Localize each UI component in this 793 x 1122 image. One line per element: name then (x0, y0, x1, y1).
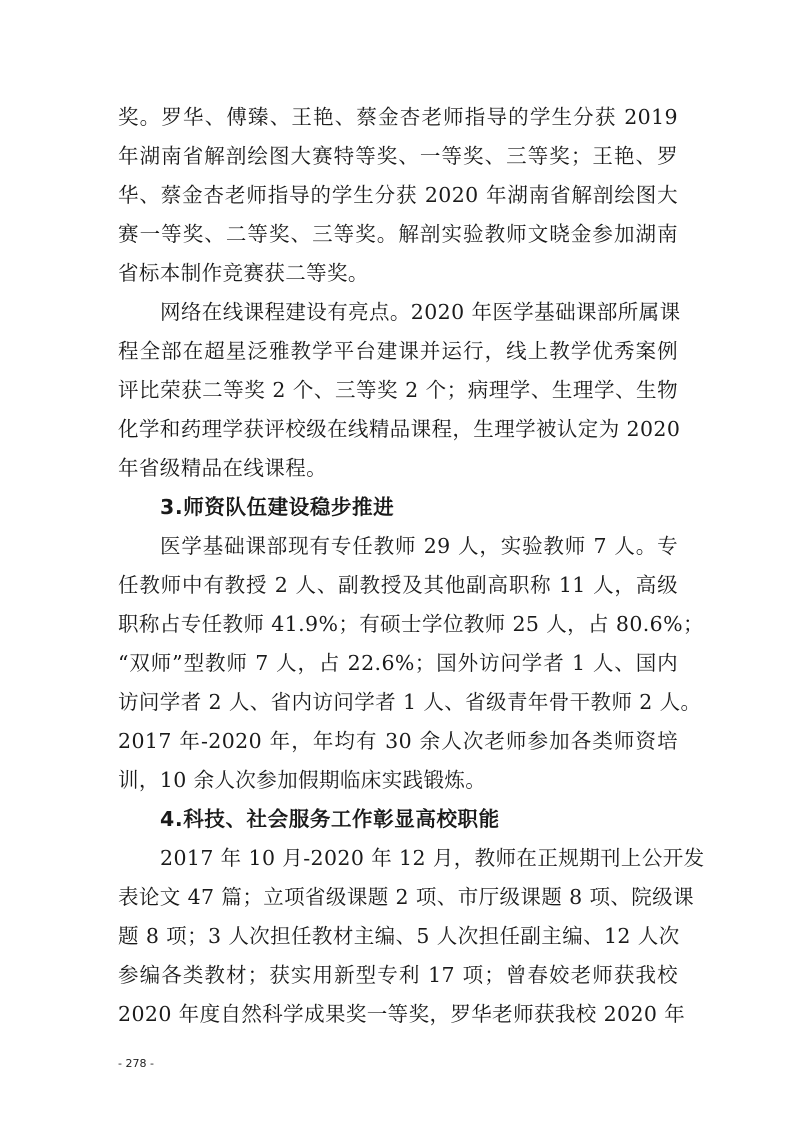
paragraph-faculty (118, 527, 704, 800)
text-line: 年湖南省解剖绘图大赛特等奖、一等奖、三等奖；王艳、罗 (118, 144, 678, 168)
text-line: 网络在线课程建设有亮点。2020 年医学基础课部所属课 (160, 300, 681, 324)
text-line: 2017 年 10 月-2020 年 12 月，教师在正规期刊上公开发 (160, 846, 705, 870)
text-line: 访问学者 2 人、省内访问学者 1 人、省级青年骨干教师 2 人。 (118, 690, 702, 714)
section-heading-research: 4.科技、社会服务工作彰显高校职能 (160, 807, 500, 831)
paragraph-research (118, 839, 705, 1034)
paragraph-awards-continuation (118, 98, 678, 293)
text-line: 职称占专任教师 41.9%；有硕士学位教师 25 人，占 80.6%； (118, 612, 704, 636)
text-line: 年省级精品在线课程。 (118, 456, 327, 480)
text-line: 2017 年-2020 年，年均有 30 余人次老师参加各类师资培 (118, 729, 678, 753)
text-line: 任教师中有教授 2 人、副教授及其他副高职称 11 人，高级 (118, 573, 678, 597)
text-line: 省标本制作竞赛获二等奖。 (118, 261, 369, 285)
section-heading-faculty: 3.师资队伍建设稳步推进 (160, 495, 395, 519)
text-line: 评比荣获二等奖 2 个、三等奖 2 个；病理学、生理学、生物 (118, 378, 678, 402)
text-line: 题 8 项；3 人次担任教材主编、5 人次担任副主编、12 人次 (118, 924, 680, 948)
text-line: 医学基础课部现有专任教师 29 人，实验教师 7 人。专 (160, 534, 678, 558)
document-body (118, 98, 705, 1034)
text-line: “双师”型教师 7 人，占 22.6%；国外访问学者 1 人、国内 (118, 651, 678, 675)
text-line: 表论文 47 篇；立项省级课题 2 项、市厅级课题 8 项、院级课 (118, 885, 694, 909)
text-line: 训，10 余人次参加假期临床实践锻炼。 (118, 768, 487, 792)
text-line: 2020 年度自然科学成果奖一等奖，罗华老师获我校 2020 年 (118, 1002, 686, 1026)
text-line: 赛一等奖、二等奖、三等奖。解剖实验教师文晓金参加湖南 (118, 222, 678, 246)
page-number: - 278 - (118, 1057, 154, 1070)
text-line: 华、蔡金杏老师指导的学生分获 2020 年湖南省解剖绘图大 (118, 183, 678, 207)
text-line: 程全部在超星泛雅教学平台建课并运行，线上教学优秀案例 (118, 339, 678, 363)
paragraph-online-courses (118, 293, 681, 488)
text-line: 化学和药理学获评校级在线精品课程，生理学被认定为 2020 (118, 417, 681, 441)
text-line: 奖。罗华、傅臻、王艳、蔡金杏老师指导的学生分获 2019 (118, 105, 678, 129)
text-line: 参编各类教材；获实用新型专利 17 项；曾春姣老师获我校 (118, 963, 678, 987)
